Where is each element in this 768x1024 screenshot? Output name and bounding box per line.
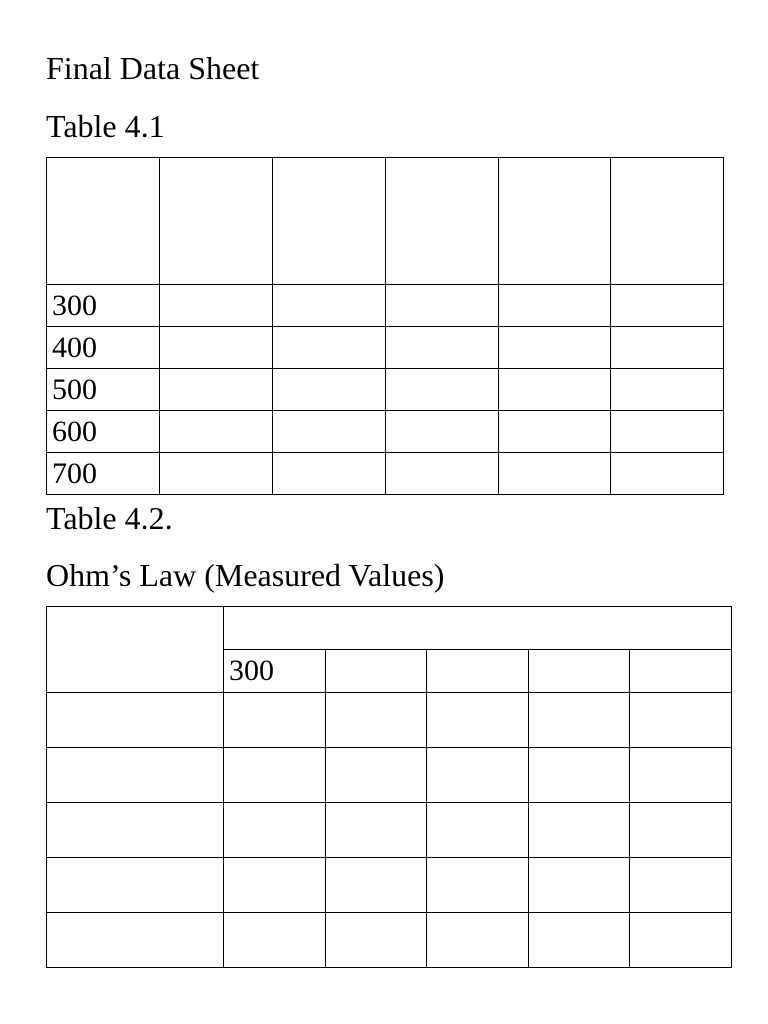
subheader-cell: 300 [224, 650, 326, 693]
row-label-cell [47, 858, 224, 913]
table-cell [326, 748, 427, 803]
table-cell [273, 453, 386, 495]
row-label-cell: 500 [47, 369, 160, 411]
row-label-cell [47, 693, 224, 748]
table-cell [611, 453, 724, 495]
table-cell [499, 285, 611, 327]
table-cell [611, 411, 724, 453]
row-label-cell: 300 [47, 285, 160, 327]
table-cell [224, 858, 326, 913]
row-label-cell [47, 748, 224, 803]
table-cell [160, 158, 273, 285]
table-cell [326, 858, 427, 913]
table-row [47, 748, 732, 803]
table-cell [326, 803, 427, 858]
table-cell [499, 369, 611, 411]
table-cell [160, 327, 273, 369]
table-cell [427, 913, 529, 968]
table-4-2-subtitle: Ohm’s Law (Measured Values) [46, 557, 445, 593]
table-row [47, 285, 724, 327]
table-cell [427, 748, 529, 803]
table-cell [386, 158, 499, 285]
row-label-cell [47, 913, 224, 968]
table-4-2-caption: Table 4.2. [46, 500, 173, 536]
table-cell [630, 748, 732, 803]
table-4-2 [46, 606, 732, 968]
table-cell [326, 913, 427, 968]
table-cell [529, 803, 630, 858]
table-cell [386, 327, 499, 369]
table-4-1 [46, 157, 724, 495]
subheader-cell [630, 650, 732, 693]
table-cell [386, 369, 499, 411]
subheader-cell [529, 650, 630, 693]
table-row [47, 693, 732, 748]
table-row [47, 453, 724, 495]
table-cell [499, 453, 611, 495]
table-cell [386, 453, 499, 495]
table-cell [386, 285, 499, 327]
table-cell [427, 803, 529, 858]
table-cell [529, 693, 630, 748]
table-cell [224, 748, 326, 803]
table-cell [529, 858, 630, 913]
table-row [47, 369, 724, 411]
row-label-cell: 400 [47, 327, 160, 369]
table-cell [630, 913, 732, 968]
table-cell [529, 748, 630, 803]
table-cell [224, 913, 326, 968]
table-cell [326, 693, 427, 748]
table-row [47, 913, 732, 968]
table-cell [427, 693, 529, 748]
table-cell [273, 327, 386, 369]
table-row [47, 803, 732, 858]
table-cell [160, 453, 273, 495]
table-cell [529, 913, 630, 968]
table-cell [630, 693, 732, 748]
row-label-cell [47, 803, 224, 858]
table-row [47, 327, 724, 369]
table-cell [611, 285, 724, 327]
table-cell [273, 285, 386, 327]
table-row [47, 858, 732, 913]
table-cell [160, 285, 273, 327]
table-cell [611, 327, 724, 369]
row-label-cell: 700 [47, 453, 160, 495]
table-cell [273, 411, 386, 453]
table-cell [47, 158, 160, 285]
row-label-cell: 600 [47, 411, 160, 453]
corner-cell [47, 607, 224, 693]
table-cell [386, 411, 499, 453]
table-cell [273, 158, 386, 285]
subheader-cell [326, 650, 427, 693]
table-cell [630, 858, 732, 913]
table-cell [160, 411, 273, 453]
table-cell [611, 369, 724, 411]
table-cell [224, 803, 326, 858]
group-header-cell [224, 607, 732, 650]
page-title: Final Data Sheet [46, 50, 260, 86]
table-cell [224, 693, 326, 748]
table-row [47, 411, 724, 453]
table-4-1-caption: Table 4.1 [46, 108, 165, 144]
subheader-cell [427, 650, 529, 693]
table-cell [273, 369, 386, 411]
table-cell [630, 803, 732, 858]
table-4-2-header-row [47, 607, 732, 650]
table-cell [427, 858, 529, 913]
table-cell [499, 411, 611, 453]
table-cell [499, 158, 611, 285]
table-4-1-header-row [47, 158, 724, 285]
table-cell [160, 369, 273, 411]
table-cell [499, 327, 611, 369]
table-cell [611, 158, 724, 285]
